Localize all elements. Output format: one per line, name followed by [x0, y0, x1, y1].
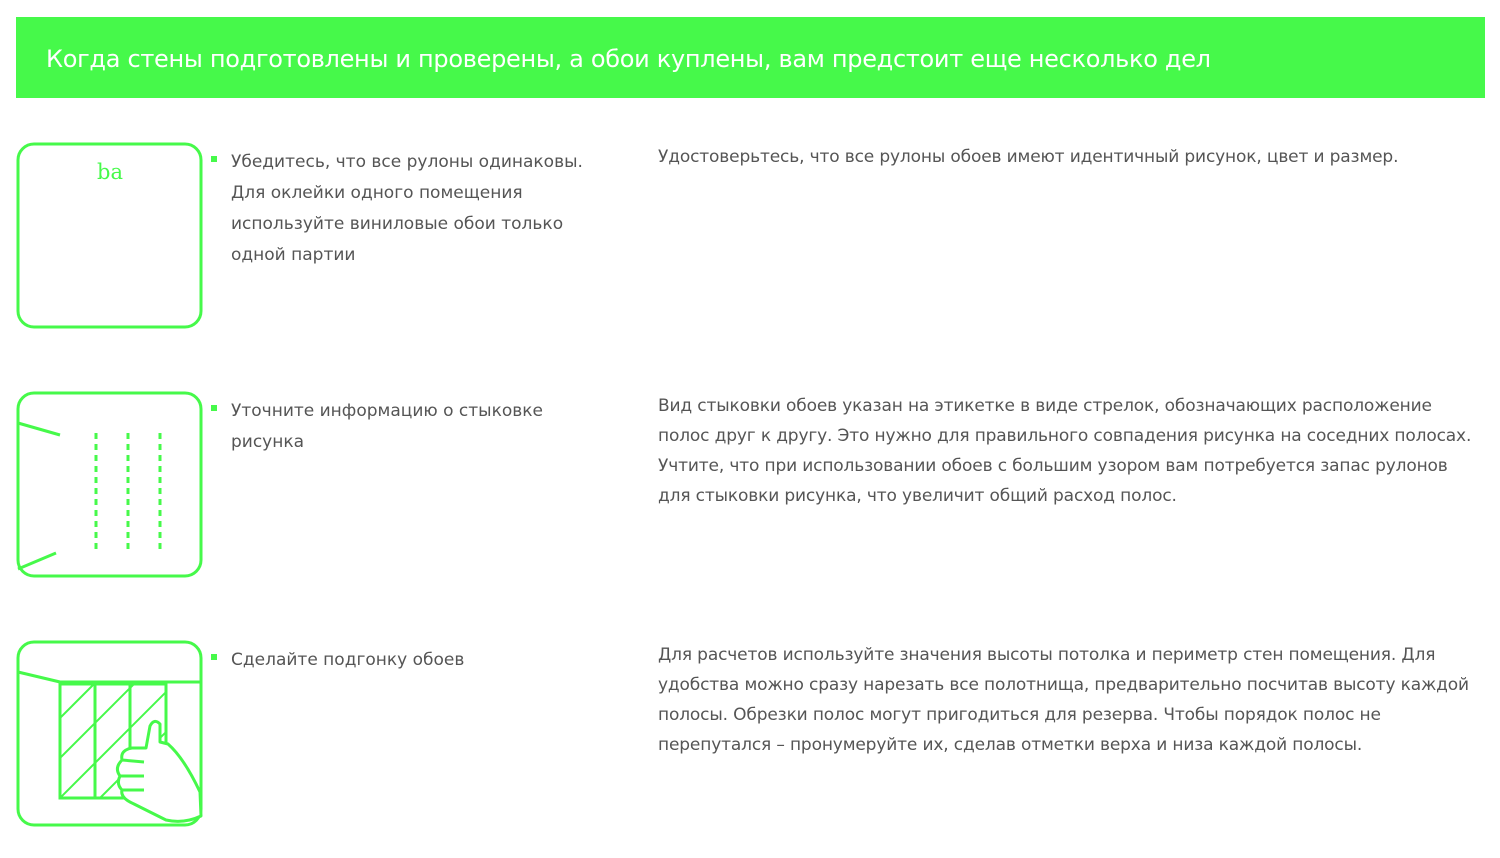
pattern-match-icon: [16, 391, 204, 579]
description-text: Удостоверьтесь, что все рулоны обоев имеют идентичный рисунок, цвет и размер.: [658, 147, 1399, 167]
letters-ba-icon: [16, 142, 204, 330]
description-text: Вид стыковки обоев указан на этикетке в виде стрелок, обозначающих расположение полос друг к другу. Это нужно для правильного совпадения рисунка на соседних полосах. Учтите, что при использовании обоев с большим узором вам потребуется запас рулонов для стыковки рисунка, что увеличит общий расход полос.: [658, 396, 1472, 506]
bullet-marker: [211, 156, 217, 162]
header-banner: [16, 17, 1485, 98]
bullet-marker: [211, 405, 217, 411]
tip-item-1: [0, 142, 1500, 332]
tip-item-3: [0, 640, 1500, 830]
description-text: Для расчетов используйте значения высоты потолка и периметр стен помещения. Для удобства можно сразу нарезать все полотнища, предварительно посчитав высоту каждой полосы. Обрезки полос могут пригодиться для резерва. Чтобы порядок полос не перепутался – пронумеруйте их, сделав отметки верха и низа каждой полосы.: [658, 645, 1469, 755]
bullet-marker: [211, 654, 217, 660]
page-title: Когда стены подготовлены и проверены, а обои куплены, вам предстоит еще несколько дел: [46, 45, 1211, 73]
wallpaper-thumbs-up-icon: [16, 640, 204, 828]
tip-item-2: [0, 391, 1500, 581]
tip-text: Сделайте подгонку обоев: [231, 650, 465, 670]
tip-text: Уточните информацию о стыковке рисунка: [231, 401, 543, 452]
icon-label-ba: ba: [97, 160, 123, 184]
tip-text: Убедитесь, что все рулоны одинаковы. Для оклейки одного помещения используйте виниловые обои только одной партии: [231, 152, 583, 265]
